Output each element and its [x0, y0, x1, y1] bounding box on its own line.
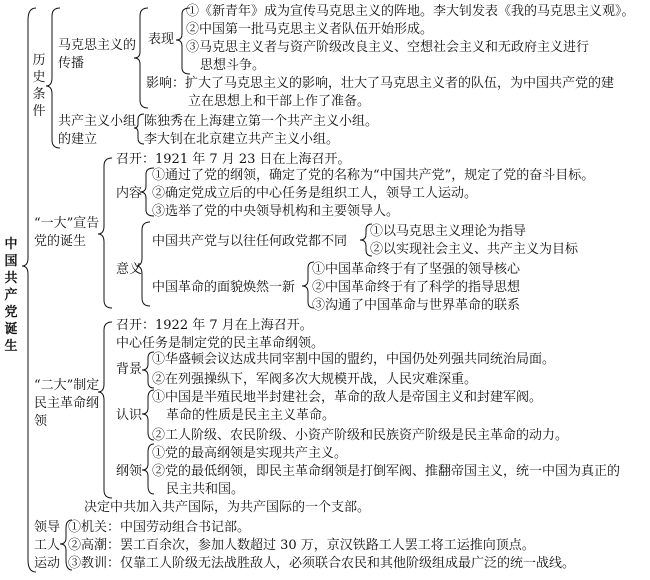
- cognition-2: ②工人阶级、农民阶级、小资产阶级和民族资产阶级是民主革命的动力。: [152, 428, 569, 443]
- new-label: 中国革命的面貌焕然一新: [152, 280, 296, 295]
- labor-label-3: 运动: [34, 556, 61, 571]
- cognition-1: ①中国是半殖民地半封建社会，革命的敌人是帝国主义和封建军阀。: [152, 390, 543, 405]
- influence-line-2: 立在思想上和干部上作了准备。: [188, 94, 371, 109]
- content-1: ①通过了党的纲领，确定了党的名称为“中国共产党”，规定了党的奋斗目标。: [152, 168, 595, 183]
- second-task: 中心任务是制定党的民主革命纲领。: [116, 336, 325, 351]
- spread-point-1: ①《新青年》成为宣传马克思主义的阵地。李大钊发表《我的马克思主义观》。: [186, 4, 635, 19]
- biaoxian-label: 表现: [148, 32, 175, 47]
- program-2-cont: 民主共和国。: [166, 482, 245, 497]
- cognition-1-cont: 革命的性质是民主主义革命。: [166, 408, 336, 423]
- history-label: 历史条件: [32, 53, 46, 119]
- influence-line-1: 影响：扩大了马克思主义的影响，壮大了马克思主义者的队伍，为中国共产党的建: [146, 76, 615, 91]
- neirong-label: 内容: [116, 186, 143, 201]
- groups-label-2: 的建立: [58, 132, 98, 147]
- spread-point-3-cont: 思想斗争。: [200, 58, 266, 73]
- renshi-label: 认识: [116, 408, 143, 423]
- group-item-1: 陈独秀在上海建立第一个共产主义小组。: [144, 114, 379, 129]
- new-3: ③沟通了中国革命与世界革命的联系: [312, 298, 521, 313]
- second-convene: 召开：1922 年 7 月在上海召开。: [116, 318, 313, 333]
- first-convene: 召开：1921 年 7 月 23 日在上海召开。: [116, 152, 351, 167]
- gangling-label: 纲领: [116, 464, 143, 479]
- labor-item-2: ②高潮：罢工百余次，参加人数超过 30 万，京汉铁路工人罢工将工运推向顶点。: [68, 538, 535, 553]
- diff-label: 中国共产党与以往任何政党都不同: [152, 234, 348, 249]
- spread-label-2: 传播: [58, 56, 85, 71]
- background-1: ①华盛顿会议达成共同宰割中国的盟约，中国仍处列强共同统治局面。: [152, 352, 556, 367]
- first-label-1: “一大”宣告: [34, 216, 100, 231]
- new-1: ①中国革命终于有了坚强的领导核心: [312, 262, 521, 277]
- beijing-label: 背景: [116, 362, 143, 377]
- group-item-2: 李大钊在北京建立共产主义小组。: [144, 132, 340, 147]
- program-2: ②党的最低纲领，即民主革命纲领是打倒军阀、推翻帝国主义，统一中国为真正的: [152, 464, 621, 479]
- program-1: ①党的最高纲领是实现共产主义。: [152, 446, 348, 461]
- content-2: ②确定党成立后的中心任务是组织工人，领导工人运动。: [152, 186, 478, 201]
- background-2: ②在列强操纵下，军阀多次大规模开战，人民灾难深重。: [152, 372, 478, 387]
- new-2: ②中国革命终于有了科学的指导思想: [312, 280, 521, 295]
- second-label-1: “二大”制定: [34, 378, 100, 393]
- second-label-3: 领: [34, 414, 48, 429]
- labor-label-1: 领导: [34, 520, 61, 535]
- second-join: 决定中共加入共产国际，为共产国际的一个支部。: [84, 500, 371, 515]
- diff-1: ①以马克思主义理论为指导: [370, 224, 527, 239]
- labor-item-3: ③教训：仅靠工人阶级无法战胜敌人，必须联合农民和其他阶级组成最广泛的统一战线。: [68, 556, 576, 571]
- diff-2: ②以实现社会主义、共产主义为目标: [370, 242, 579, 257]
- spread-point-3: ③马克思主义者与资产阶级改良主义、空想社会主义和无政府主义进行: [186, 40, 590, 55]
- spread-label-1: 马克思主义的: [58, 38, 137, 53]
- labor-label-2: 工人: [34, 538, 61, 553]
- root-title: 中国共产党诞生: [4, 237, 18, 354]
- yiyi-label: 意义: [116, 262, 143, 277]
- second-label-2: 民主革命纲: [34, 396, 100, 411]
- content-3: ③选举了党的中央领导机构和主要领导人。: [152, 204, 400, 219]
- first-label-2: 党的诞生: [34, 234, 87, 249]
- spread-point-2: ②中国第一批马克思主义者队伍开始形成。: [186, 22, 434, 37]
- groups-label-1: 共产主义小组: [58, 114, 137, 129]
- labor-item-1: ①机关：中国劳动组合书记部。: [68, 520, 251, 535]
